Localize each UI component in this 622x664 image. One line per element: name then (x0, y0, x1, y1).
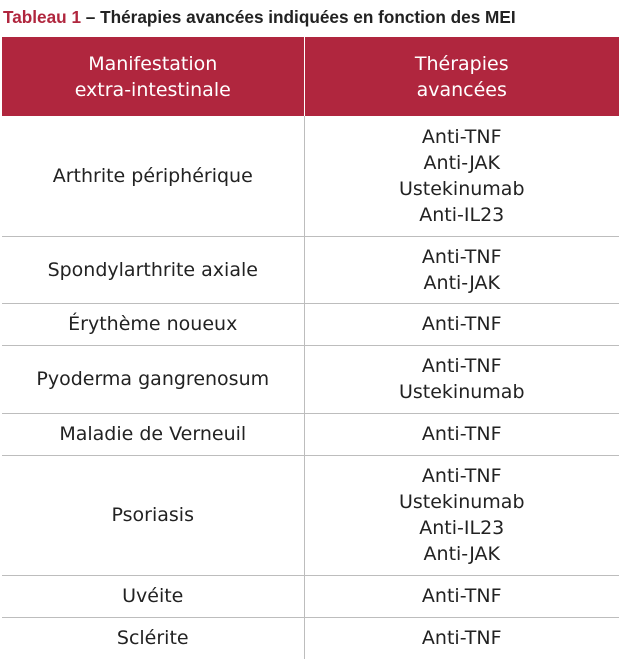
table-row (2, 345, 619, 413)
therapies-cell (304, 303, 619, 345)
therapy-item: Ustekinumab (398, 381, 525, 403)
therapy-item: Ustekinumab (398, 491, 525, 513)
therapy-item: Anti-TNF (421, 125, 502, 148)
therapy-item: Anti-TNF (421, 627, 502, 650)
table-row (2, 236, 619, 303)
manifestation-cell: Uvéite (2, 575, 304, 617)
header-manifestation (2, 37, 304, 116)
table-row (2, 116, 619, 236)
header-therapies-line: avancées (416, 78, 507, 101)
table-row (2, 413, 619, 455)
header-manifestation-line: extra-intestinale (74, 78, 231, 101)
therapy-item: Ustekinumab (398, 177, 525, 200)
manifestation-cell: Spondylarthrite axiale (2, 236, 304, 303)
manifestation-cell: Pyoderma gangrenosum (2, 345, 304, 413)
table-row (2, 617, 619, 659)
header-manifestation-line: Manifestation (88, 52, 218, 75)
header-row (2, 37, 619, 116)
therapy-item: Anti-IL23 (419, 517, 505, 539)
therapies-cell (304, 413, 619, 455)
therapy-item: Anti-TNF (421, 245, 502, 268)
therapies-cell (304, 575, 619, 617)
manifestation-cell: Sclérite (2, 617, 304, 659)
manifestation-cell: Psoriasis (2, 455, 304, 575)
header-therapies (304, 37, 619, 116)
therapies-cell (304, 617, 619, 659)
table-header (2, 37, 619, 116)
therapies-cell (304, 345, 619, 413)
table-row (2, 303, 619, 345)
table-body (2, 116, 619, 659)
therapy-item: Anti-IL23 (419, 203, 505, 226)
therapy-item: Anti-TNF (421, 465, 502, 487)
table-caption-text: – Thérapies avancées indiquées en fonction des MEI (81, 7, 516, 27)
manifestation-cell: Arthrite périphérique (2, 116, 304, 236)
therapy-item: Anti-JAK (423, 151, 500, 174)
table-caption-label: Tableau 1 (3, 7, 82, 27)
header-therapies-line: Thérapies (414, 52, 509, 75)
therapies-cell (304, 116, 619, 236)
therapy-item: Anti-TNF (421, 585, 502, 607)
manifestation-cell: Érythème noueux (2, 303, 304, 345)
therapies-cell (304, 455, 619, 575)
table-row (2, 575, 619, 617)
therapy-item: Anti-TNF (421, 423, 502, 445)
therapy-item: Anti-JAK (423, 543, 500, 565)
therapy-item: Anti-TNF (421, 355, 502, 377)
manifestation-cell: Maladie de Verneuil (2, 413, 304, 455)
therapy-item: Anti-TNF (421, 313, 502, 335)
therapy-item: Anti-JAK (423, 271, 500, 294)
therapies-cell (304, 236, 619, 303)
table-caption (3, 2, 516, 32)
table-row (2, 455, 619, 575)
therapies-table (2, 37, 619, 659)
